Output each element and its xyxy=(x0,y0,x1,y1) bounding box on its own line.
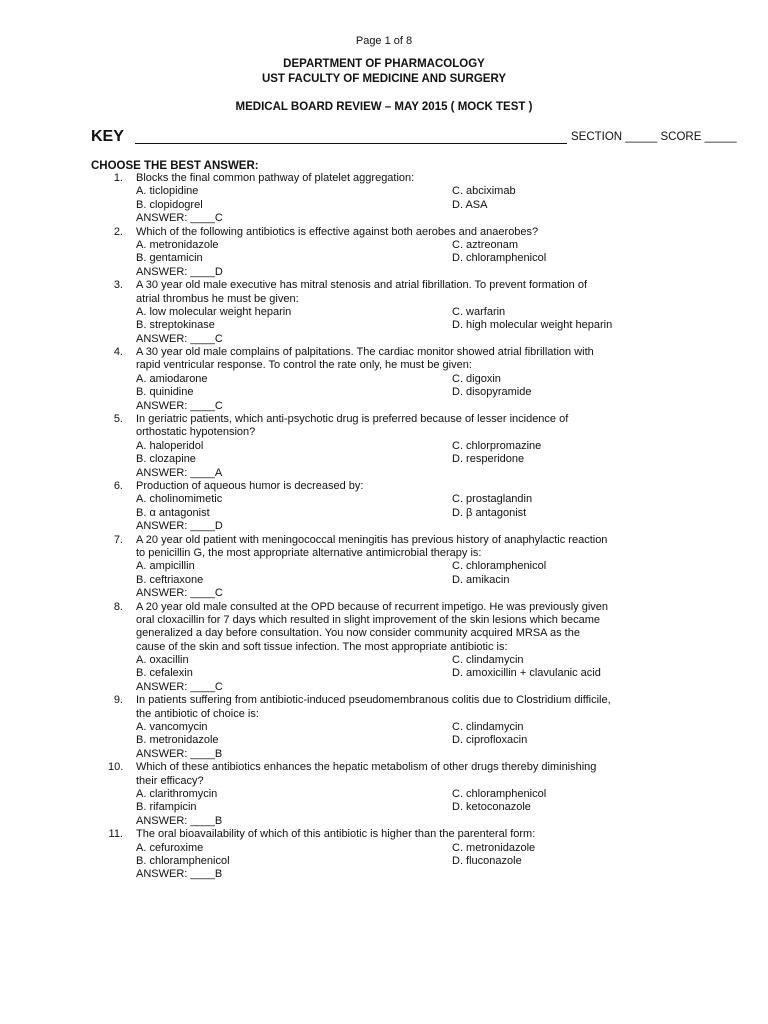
question-stem: cause of the skin and soft tissue infection. The most appropriate antibiotic is: xyxy=(136,640,508,653)
section-score-fields: SECTION _____ SCORE _____ xyxy=(571,131,737,143)
option-row xyxy=(0,842,768,855)
question-stem: Which of the following antibiotics is effective against both aerobes and anaerobes? xyxy=(136,225,539,238)
question-stem-line xyxy=(0,226,768,239)
question-number: 10. xyxy=(108,761,124,774)
question-stem-line xyxy=(0,413,768,426)
question-stem-line xyxy=(0,708,768,721)
option-right: D. chloramphenicol xyxy=(452,252,547,265)
option-right: D. amikacin xyxy=(452,573,510,586)
option-left: A. ampicillin xyxy=(136,560,195,573)
option-row xyxy=(0,574,768,587)
question-stem-line xyxy=(0,279,768,292)
option-left: A. metronidazole xyxy=(136,238,219,251)
question-stem-line xyxy=(0,346,768,359)
question-stem-line xyxy=(0,426,768,439)
question-stem: atrial thrombus he must be given: xyxy=(136,292,299,305)
option-row xyxy=(0,855,768,868)
option-left: B. streptokinase xyxy=(136,319,215,332)
option-left: A. ticlopidine xyxy=(136,185,199,198)
question-item xyxy=(0,761,768,828)
answer-row xyxy=(0,748,768,761)
answer-key: ANSWER: ____C xyxy=(136,212,223,225)
option-row xyxy=(0,721,768,734)
answer-key: ANSWER: ____B xyxy=(136,747,223,760)
question-stem: to penicillin G, the most appropriate alternative antimicrobial therapy is: xyxy=(136,546,482,559)
option-left: A. low molecular weight heparin xyxy=(136,305,292,318)
question-stem: the antibiotic of choice is: xyxy=(136,707,259,720)
question-stem: oral cloxacillin for 7 days which resulted in slight improvement of the skin lesions which became xyxy=(136,613,601,626)
question-stem-line xyxy=(0,547,768,560)
question-number: 9. xyxy=(113,694,123,707)
answer-row xyxy=(0,333,768,346)
question-stem: In geriatric patients, which anti-psychotic drug is preferred because of lesser incidence of xyxy=(136,413,569,426)
question-item xyxy=(0,480,768,534)
option-right: D. amoxicillin + clavulanic acid xyxy=(452,667,601,680)
answer-row xyxy=(0,467,768,480)
question-stem: Blocks the final common pathway of platelet aggregation: xyxy=(136,172,415,184)
option-row xyxy=(0,493,768,506)
question-stem-line xyxy=(0,359,768,372)
option-right: D. ketoconazole xyxy=(452,801,531,814)
answer-row xyxy=(0,266,768,279)
question-number: 6. xyxy=(113,479,123,492)
question-stem: their efficacy? xyxy=(136,774,204,787)
instructions: CHOOSE THE BEST ANSWER: xyxy=(91,160,259,172)
option-left: B. chloramphenicol xyxy=(136,854,230,867)
question-item xyxy=(0,346,768,413)
question-number: 7. xyxy=(113,533,123,546)
question-stem-line xyxy=(0,641,768,654)
question-item xyxy=(0,226,768,280)
option-row xyxy=(0,440,768,453)
answer-row xyxy=(0,212,768,225)
option-row xyxy=(0,252,768,265)
option-left: A. cefuroxime xyxy=(136,841,204,854)
question-stem: orthostatic hypotension? xyxy=(136,426,256,439)
option-right: D. fluconazole xyxy=(452,854,522,867)
answer-row xyxy=(0,815,768,828)
option-right: C. clindamycin xyxy=(452,721,524,734)
option-left: B. clozapine xyxy=(136,453,196,466)
question-stem-line xyxy=(0,601,768,614)
faculty-title: UST FACULTY OF MEDICINE AND SURGERY xyxy=(261,73,507,85)
option-left: B. metronidazole xyxy=(136,734,219,747)
option-right: C. clindamycin xyxy=(452,654,524,667)
question-stem-line xyxy=(0,614,768,627)
answer-key: ANSWER: ____D xyxy=(136,520,223,533)
question-stem: A 20 year old patient with meningococcal meningitis has previous history of anaphylactic reaction xyxy=(136,533,608,546)
question-stem: The oral bioavailability of which of this antibiotic is higher than the parenteral form: xyxy=(136,828,536,841)
option-left: A. haloperidol xyxy=(136,439,204,452)
option-row xyxy=(0,239,768,252)
option-row xyxy=(0,199,768,212)
option-row xyxy=(0,373,768,386)
department-title: DEPARTMENT OF PHARMACOLOGY xyxy=(283,58,485,70)
option-right: C. aztreonam xyxy=(452,238,519,251)
question-item xyxy=(0,694,768,761)
answer-row xyxy=(0,681,768,694)
answer-key: ANSWER: ____B xyxy=(136,868,223,881)
question-stem-line xyxy=(0,694,768,707)
question-stem: Which of these antibiotics enhances the hepatic metabolism of other drugs thereby diminishing xyxy=(136,761,597,774)
exam-title: MEDICAL BOARD REVIEW – MAY 2015 ( MOCK TEST ) xyxy=(235,101,533,113)
option-left: B. ceftriaxone xyxy=(136,573,204,586)
page-number: Page 1 of 8 xyxy=(355,35,413,47)
option-left: B. gentamicin xyxy=(136,252,203,265)
answer-row xyxy=(0,587,768,600)
option-left: B. quinidine xyxy=(136,386,194,399)
option-left: A. cholinomimetic xyxy=(136,493,223,506)
question-item xyxy=(0,413,768,480)
question-number: 4. xyxy=(113,346,123,359)
question-item xyxy=(0,828,768,882)
question-stem-line xyxy=(0,480,768,493)
question-number: 3. xyxy=(113,279,123,292)
option-row xyxy=(0,306,768,319)
question-stem-line xyxy=(0,534,768,547)
question-list xyxy=(0,172,768,882)
answer-row xyxy=(0,868,768,881)
question-number: 5. xyxy=(113,413,123,426)
option-row xyxy=(0,734,768,747)
key-label: KEY xyxy=(91,128,124,145)
answer-key: ANSWER: ____C xyxy=(136,587,223,600)
question-stem: generalized a day before consultation. You now consider community acquired MRSA as the xyxy=(136,627,580,640)
question-stem-line xyxy=(0,293,768,306)
option-left: B. rifampicin xyxy=(136,801,197,814)
option-left: A. oxacillin xyxy=(136,654,189,667)
answer-row xyxy=(0,520,768,533)
option-row xyxy=(0,801,768,814)
question-stem: A 30 year old male executive has mitral stenosis and atrial fibrillation. To prevent formation of xyxy=(136,279,588,292)
question-stem: A 20 year old male consulted at the OPD because of recurrent impetigo. He was previously given xyxy=(136,600,609,613)
question-stem-line xyxy=(0,761,768,774)
question-number: 11. xyxy=(108,828,123,841)
question-stem-line xyxy=(0,775,768,788)
option-row xyxy=(0,654,768,667)
option-row xyxy=(0,560,768,573)
question-stem-line xyxy=(0,828,768,841)
key-underline xyxy=(135,143,567,144)
option-row xyxy=(0,453,768,466)
option-row xyxy=(0,319,768,332)
question-stem: A 30 year old male complains of palpitations. The cardiac monitor showed atrial fibrillation with xyxy=(136,346,594,359)
answer-key: ANSWER: ____C xyxy=(136,680,223,693)
question-stem: Production of aqueous humor is decreased by: xyxy=(136,479,364,492)
option-row xyxy=(0,185,768,198)
question-number: 8. xyxy=(113,600,123,613)
answer-key: ANSWER: ____C xyxy=(136,399,223,412)
question-item xyxy=(0,279,768,346)
question-stem: In patients suffering from antibiotic-induced pseudomembranous colitis due to Clostridium difficile, xyxy=(136,694,611,707)
option-right: D. high molecular weight heparin xyxy=(452,319,613,332)
option-right: D. disopyramide xyxy=(452,386,532,399)
option-right: C. chloramphenicol xyxy=(452,787,547,800)
question-number: 1. xyxy=(113,172,123,184)
answer-key: ANSWER: ____D xyxy=(136,265,223,278)
option-right: D. ciprofloxacin xyxy=(452,734,528,747)
option-left: B. cefalexin xyxy=(136,667,193,680)
option-row xyxy=(0,507,768,520)
question-stem: rapid ventricular response. To control the rate only, he must be given: xyxy=(136,359,472,372)
answer-key: ANSWER: ____B xyxy=(136,814,223,827)
option-row xyxy=(0,667,768,680)
option-right: D. ASA xyxy=(452,198,488,211)
question-stem-line xyxy=(0,627,768,640)
option-row xyxy=(0,386,768,399)
question-item xyxy=(0,172,768,226)
option-right: C. chloramphenicol xyxy=(452,560,547,573)
option-right: C. digoxin xyxy=(452,372,501,385)
option-right: C. abciximab xyxy=(452,185,516,198)
option-row xyxy=(0,788,768,801)
question-item xyxy=(0,534,768,601)
option-right: C. chlorpromazine xyxy=(452,439,542,452)
answer-key: ANSWER: ____C xyxy=(136,332,223,345)
question-stem-line xyxy=(0,172,768,185)
option-left: A. vancomycin xyxy=(136,721,208,734)
answer-row xyxy=(0,400,768,413)
option-right: C. warfarin xyxy=(452,305,506,318)
option-left: B. α antagonist xyxy=(136,506,210,519)
option-right: D. β antagonist xyxy=(452,506,527,519)
option-left: A. clarithromycin xyxy=(136,787,218,800)
option-right: C. prostaglandin xyxy=(452,493,533,506)
question-number: 2. xyxy=(113,225,123,238)
answer-key: ANSWER: ____A xyxy=(136,466,223,479)
option-right: C. metronidazole xyxy=(452,841,536,854)
option-left: B. clopidogrel xyxy=(136,198,203,211)
question-item xyxy=(0,601,768,695)
option-right: D. resperidone xyxy=(452,453,525,466)
option-left: A. amiodarone xyxy=(136,372,208,385)
